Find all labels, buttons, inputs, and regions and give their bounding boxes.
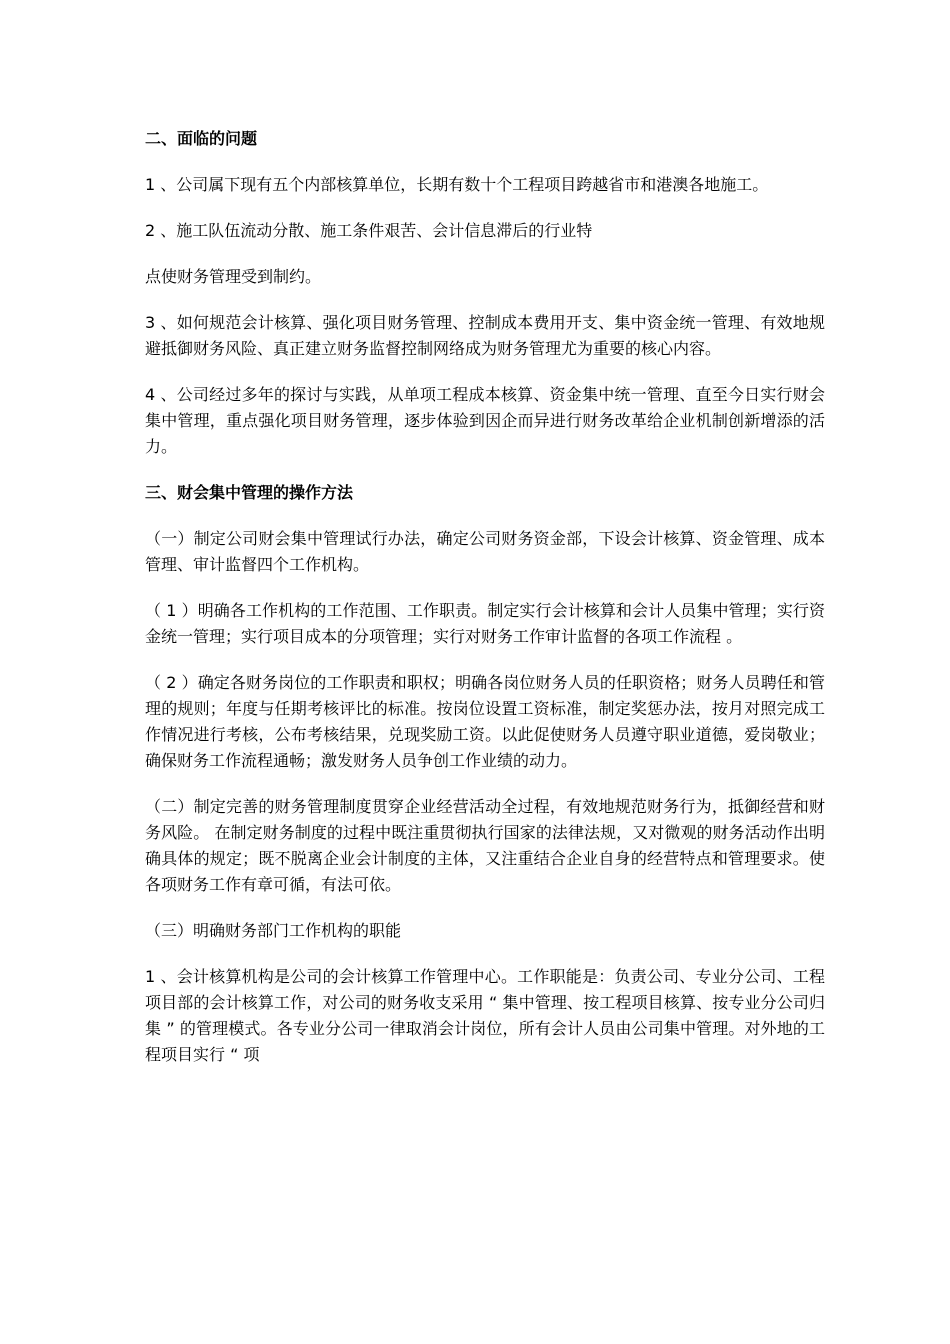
- paragraph: 点使财务管理受到制约。: [145, 267, 322, 286]
- paragraph: （ 1 ）明确各工作机构的工作范围、工作职责。制定实行会计核算和会计人员集中管理；实行资金统一管理；实行项目成本的分项管理；实行对财务工作审计监督的各项工作流程 。: [145, 601, 825, 646]
- paragraph: （一）制定公司财会集中管理试行办法，确定公司财务资金部，下设会计核算、资金管理、成本管理、审计监督四个工作机构。: [145, 529, 825, 574]
- paragraph: 3 、如何规范会计核算、强化项目财务管理、控制成本费用开支、集中资金统一管理、有效地规避抵御财务风险、真正建立财务监督控制网络成为财务管理尤为重要的核心内容。: [145, 313, 825, 358]
- document-body: [145, 126, 825, 1068]
- paragraph: （三）明确财务部门工作机构的职能: [145, 921, 402, 940]
- paragraph: 1 、会计核算机构是公司的会计核算工作管理中心。工作职能是：负责公司、专业分公司、工程项目部的会计核算工作，对公司的财务收支采用 “ 集中管理、按工程项目核算、按专业分公司归集 ” 的管理模式。各专业分公司一律取消会计岗位，所有会计人员由公司集中管理。对外地的工程项目实行 “ 项: [145, 967, 825, 1064]
- section-heading-problems: 二、面临的问题: [145, 129, 258, 148]
- paragraph: 1 、公司属下现有五个内部核算单位，长期有数十个工程项目跨越省市和港澳各地施工。: [145, 175, 769, 194]
- paragraph: 4 、公司经过多年的探讨与实践，从单项工程成本核算、资金集中统一管理、直至今日实行财会集中管理，重点强化项目财务管理，逐步体验到因企而异进行财务改革给企业机制创新增添的活力。: [145, 385, 825, 456]
- paragraph: （二）制定完善的财务管理制度贯穿企业经营活动全过程，有效地规范财务行为，抵御经营和财务风险。 在制定财务制度的过程中既注重贯彻执行国家的法律法规，又对微观的财务活动作出明确具体的规定；既不脱离企业会计制度的主体，又注重结合企业自身的经营特点和管理要求。使各项财务工作有章可循，有法可依。: [145, 797, 825, 894]
- paragraph: 2 、施工队伍流动分散、施工条件艰苦、会计信息滞后的行业特: [145, 221, 593, 240]
- paragraph: （ 2 ）确定各财务岗位的工作职责和职权；明确各岗位财务人员的任职资格；财务人员聘任和管理的规则；年度与任期考核评比的标准。按岗位设置工资标准，制定奖惩办法，按月对照完成工作情况进行考核，公布考核结果，兑现奖励工资。以此促使财务人员遵守职业道德，爱岗敬业；确保财务工作流程通畅；激发财务人员争创工作业绩的动力。: [145, 673, 825, 770]
- section-heading-methods: 三、财会集中管理的操作方法: [145, 483, 354, 502]
